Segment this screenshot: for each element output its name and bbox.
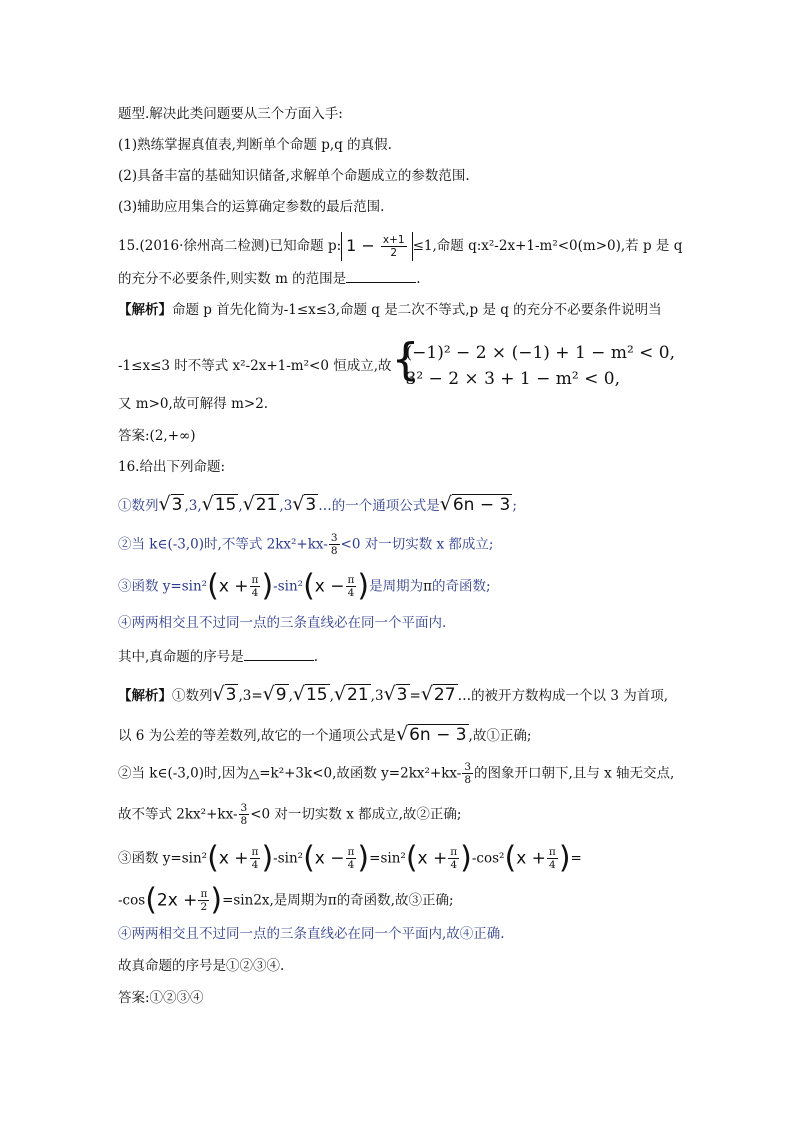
q15-line2-end: . [416,271,421,287]
q16-title: 16.给出下列命题: [118,459,226,475]
fraction-pi-4 [250,574,261,599]
q16-a6-text-c: 的奇函数,故③正确; [336,892,454,909]
frac-num: 3 [330,532,338,544]
q15-frac-den: 2 [390,247,398,259]
q15-fraction [381,234,407,259]
sqrt-radicand: 9 [275,685,287,705]
q16-a5-text-a: ③函数 y=sin² [118,850,208,867]
frac-num: π [450,846,458,858]
intro-line-3: (2)具备丰富的基础知识储备,求解单个命题成立的参数范围. [118,168,470,184]
q15-analysis-text-1: 命题 p 首先化简为-1≤x≤3,命题 q 是二次不等式,p 是 q 的充分不必要条件说明当 [172,302,662,318]
q16-a1-text-g: …的被开方数构成一个以 3 为首项, [457,688,669,704]
frac-den: 4 [251,859,259,871]
sqrt-radicand: 15 [305,685,328,705]
q16-a6-text-b: =sin2x,是周期为 [222,892,328,909]
right-paren-icon: ) [357,568,370,604]
right-paren-icon: ) [460,840,472,876]
q15-absolute-expression [341,232,412,261]
sqrt-radicand: 15 [214,495,237,515]
q16-proposition-1 [118,494,517,516]
right-paren-icon: ) [261,840,274,876]
q15-inequality-system [391,334,676,392]
sqrt-radicand: 21 [347,685,369,705]
q16-p3-inner-1: x + [218,576,249,597]
q16-p3-text-d: 的奇函数; [432,578,491,595]
q16-analysis-line-1 [118,684,668,706]
frac-num: 3 [240,802,248,814]
frac-den: 4 [347,859,355,871]
q16-analysis-line-6 [118,882,454,918]
fraction-pi-4 [346,574,357,599]
sqrt-radicand: 21 [255,495,278,515]
q16-a6-pi: π [327,892,337,909]
q16-analysis-line-2 [118,724,531,746]
q15-suffix: ≤1,命题 q:x²-2x+1-m²<0(m>0),若 p 是 q [412,238,683,254]
sqrt-6n-3: √6n − 3 [395,723,467,745]
sqrt-15: √15 [201,493,237,515]
q15-prefix: 15.(2016·徐州高二检测)已知命题 p: [118,238,342,254]
frac-den: 8 [464,774,472,786]
q16-p2-text-a: ②当 k∈(-3,0)时,不等式 2kx²+kx- [118,536,328,553]
q16-p1-text-f: ; [512,498,517,514]
frac-num: π [548,846,556,858]
sqrt-3: √3 [212,683,237,705]
q16-answer: 答案:①②③④ [118,990,204,1006]
frac-num: π [347,846,355,858]
frac-num: π [251,574,259,586]
q16-a4-text-b: <0 对一切实数 x 都成立,故②正确; [250,806,462,823]
q16-a5-inner-3: x + [417,848,448,869]
q16-a4-text-a: 故不等式 2kx²+kx- [118,806,238,823]
q15-analysis-tag: 【解析】 [118,302,172,318]
right-paren-icon: ) [210,882,223,918]
frac-num: π [200,888,208,900]
q15-line2-text: 的充分不必要条件,则实数 m 的范围是 [118,271,347,287]
frac-den: 4 [549,859,556,871]
left-brace-icon: { [391,334,420,385]
right-paren-icon: ) [357,840,370,876]
q16-proposition-2 [118,532,493,557]
q16-ask-end: . [313,649,319,665]
q16-analysis-line-5 [118,840,582,876]
left-paren-icon: ( [405,840,418,876]
frac-den: 2 [200,901,208,913]
q16-a5-text-e: = [570,850,582,867]
q16-a1-text-a: ①数列 [172,688,213,704]
q16-a5-inner-1: x + [218,848,249,869]
sqrt-radicand: 6n − 3 [452,495,511,515]
q16-p3-text-a: ③函数 y=sin² [118,578,208,595]
q16-a6-text-a: -cos [118,892,146,909]
sqrt-radicand: 3 [225,685,237,705]
sqrt-radicand: 6n − 3 [409,725,467,745]
sqrt-3b: √3 [292,493,317,515]
q16-p1-text-e: …的一个通项公式是 [318,498,440,514]
q16-p3-inner-2: x − [314,576,345,597]
q16-a5-text-d: -cos² [471,850,505,867]
q16-analysis-line-4 [118,802,461,827]
left-paren-icon: ( [303,568,315,604]
q16-a5-inner-4: x + [516,848,546,869]
q15-statement-line-1 [118,232,682,261]
sqrt-15: √15 [292,683,328,705]
q16-conclusion: 故真命题的序号是①②③④. [118,958,285,974]
intro-line-1: 题型.解决此类问题要从三个方面入手: [118,106,343,122]
q15-analysis-line-1 [118,300,662,320]
q15-abs-lead: 1 − [346,236,375,255]
fraction-pi-4 [547,846,558,871]
q16-a2-text-b: ,故①正确; [468,728,532,744]
q16-a5-text-c: =sin² [369,850,406,867]
sqrt-radicand: 3 [171,495,183,515]
left-paren-icon: ( [145,882,157,918]
q16-a1-text-c: , [288,688,293,704]
q16-a1-text-e: ,3 [370,688,384,704]
q16-a2-text-a: 以 6 为公差的等差数列,故它的一个通项公式是 [118,728,396,744]
q16-answer-blank [244,646,314,661]
q16-ask-text: 其中,真命题的序号是 [118,649,244,665]
frac-den: 8 [240,815,248,827]
fraction-pi-4 [250,846,261,871]
q16-p1-text-c: , [238,498,243,514]
q16-a3-text-a: ②当 k∈(-3,0)时,因为△=k²+3k<0,故函数 y=2kx²+kx- [118,765,462,782]
left-paren-icon: ( [207,568,219,604]
q16-a1-text-d: , [329,688,334,704]
frac-den: 4 [347,587,355,599]
left-paren-icon: ( [504,840,517,876]
q15-analysis-line-2 [118,334,676,392]
q16-analysis-line-7: ④两两相交且不过同一点的三条直线必在同一个平面内,故④正确. [118,926,505,942]
fraction-3-8 [462,761,473,786]
q16-proposition-4: ④两两相交且不过同一点的三条直线必在同一个平面内. [118,615,447,631]
sqrt-radicand: 3 [305,495,317,515]
sqrt-21: √21 [333,683,369,705]
q16-p2-text-b: <0 对一切实数 x 都成立; [340,536,494,553]
q16-analysis-line-3 [118,761,674,786]
sqrt-6n-3: √6n − 3 [439,493,511,515]
q15-system-row-1: (−1)² − 2 × (−1) + 1 − m² < 0, [405,343,676,363]
q16-analysis-tag: 【解析】 [118,688,172,704]
frac-num: π [347,574,355,586]
q15-answer: 答案:(2,+∞) [118,428,196,444]
frac-den: 8 [330,545,338,557]
fraction-pi-2 [198,888,209,913]
q15-analysis-line-3: 又 m>0,故可解得 m>2. [118,396,269,412]
sqrt-9: √9 [262,683,287,705]
q16-p1-text-d: ,3 [279,498,293,514]
left-paren-icon: ( [207,840,219,876]
q15-statement-line-2 [118,268,420,289]
sqrt-3b: √3 [383,683,408,705]
frac-den: 4 [251,587,259,599]
q15-system-row-2: 3² − 2 × 3 + 1 − m² < 0, [405,369,621,389]
q16-ask [118,646,318,667]
fraction-3-8 [329,532,340,557]
frac-num: 3 [464,761,472,773]
fraction-3-8 [239,802,250,827]
right-paren-icon: ) [261,568,274,604]
sqrt-21: √21 [242,493,278,515]
q16-a1-text-f: = [409,688,421,704]
intro-line-2: (1)熟练掌握真值表,判断单个命题 p,q 的真假. [118,137,392,153]
q16-a6-inner: 2x + [156,890,198,911]
frac-den: 4 [450,859,458,871]
q16-p3-text-b: -sin² [273,578,304,595]
q16-p1-text-a: ①数列 [118,498,159,514]
q16-a5-text-b: -sin² [273,850,304,867]
q16-p1-text-b: ,3, [184,498,202,514]
frac-num: π [251,846,259,858]
q16-a5-inner-2: x − [314,848,345,869]
right-paren-icon: ) [558,840,571,876]
q15-analysis-text-2: -1≤x≤3 时不等式 x²-2x+1-m²<0 恒成立,故 [118,358,392,374]
sqrt-radicand: 3 [396,685,408,705]
q16-a1-text-b: ,3= [238,688,263,704]
sqrt-radicand: 27 [433,685,456,705]
q16-p3-pi: π [423,578,433,595]
sqrt-27: √27 [420,683,456,705]
fraction-pi-4 [346,846,357,871]
q15-answer-blank [346,268,416,283]
left-paren-icon: ( [303,840,315,876]
intro-line-4: (3)辅助应用集合的运算确定参数的最后范围. [118,199,385,215]
q15-frac-num: x+1 [382,234,405,246]
q16-proposition-3 [118,568,491,604]
sqrt-3: √3 [158,493,183,515]
q16-a3-text-b: 的图象开口朝下,且与 x 轴无交点, [474,765,675,782]
q16-p3-text-c: 是周期为 [369,578,424,595]
fraction-pi-4 [448,846,459,871]
